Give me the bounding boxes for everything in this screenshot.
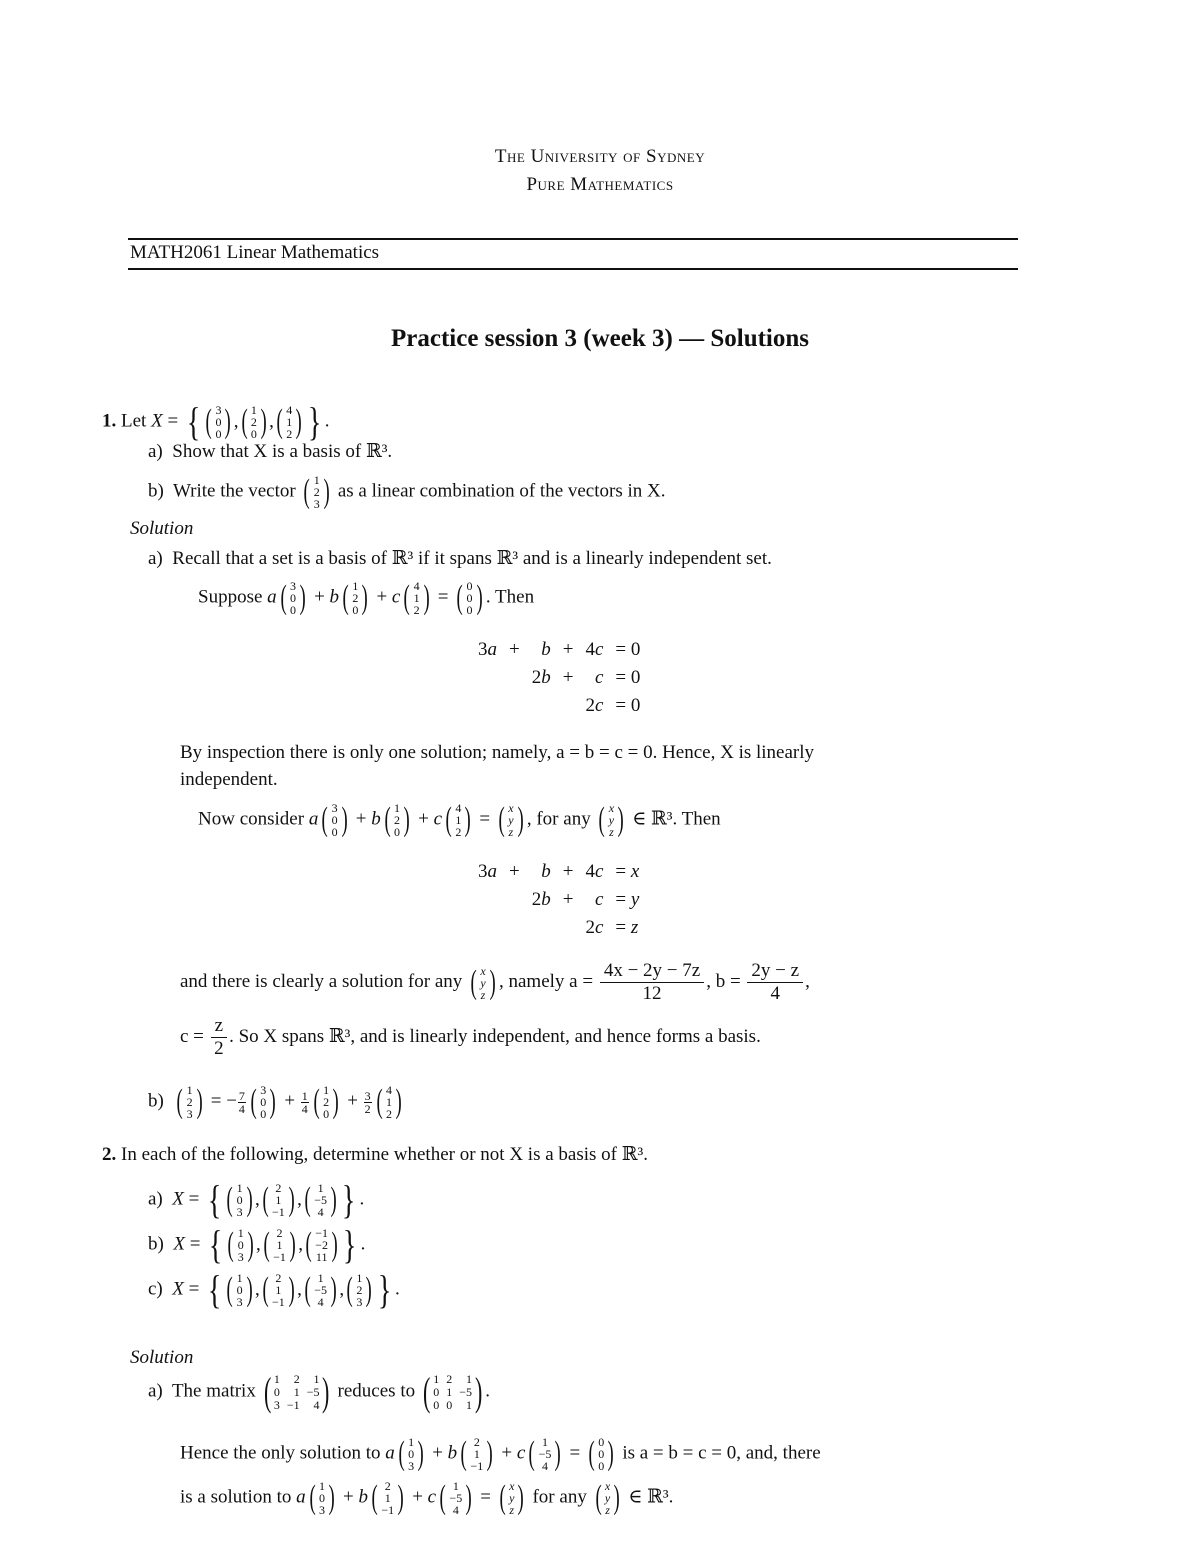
spans-line xyxy=(180,1015,761,1060)
part-label: c) xyxy=(148,1278,163,1300)
inspection-line-1: By inspection there is only one solution; namely, a = b = c = 0. Hence, X is linearly xyxy=(180,742,815,763)
a-fraction xyxy=(600,960,704,1005)
a-denominator: 12 xyxy=(642,983,662,1004)
for-any-text: , for any xyxy=(526,808,591,830)
now-consider-line: Now consider a ( 3 0 0 ) + b ( 1 2 0 ) + c ( 4 1 2 ) = ( x y z ) , for any ( x y z ) ∈ ℝ³. Then xyxy=(198,801,721,839)
solution-to-text: is a solution to xyxy=(180,1486,292,1508)
b-fraction xyxy=(747,960,803,1005)
let-text: Let xyxy=(121,410,147,432)
solution-heading: Solution xyxy=(130,518,194,539)
question-2-b: b) X = { ( 1 0 3 ) , ( 2 1 −1 ) , ( −1 −2 11 ) } . xyxy=(148,1222,366,1267)
question-number: 2. xyxy=(102,1144,117,1165)
general-system: 3a + b + 4c = x 2b + c = y 2c = z xyxy=(478,861,640,938)
matrix-original: ( 1 2 1 0 1 −5 3 −1 4 ) xyxy=(263,1369,330,1414)
namely-a-text: , namely a = xyxy=(499,970,594,992)
part-label: a) xyxy=(148,1380,163,1402)
in-r3-text: ∈ ℝ³. xyxy=(628,1486,674,1508)
homogeneous-system: 3a + b + 4c = 0 2b + c = 0 2c = 0 xyxy=(478,639,641,716)
is-zero-text: is a = b = c = 0, and, there xyxy=(622,1442,821,1464)
solution-heading-2: Solution xyxy=(130,1347,194,1368)
c-eq-text: c = xyxy=(180,1025,204,1047)
for-any-text: for any xyxy=(532,1486,587,1508)
part-text: Show that X is a basis of ℝ³. xyxy=(172,441,393,462)
suppose-line: Suppose a ( 3 0 0 ) + b ( 1 2 0 ) + c ( 4 1 2 ) = ( 0 0 0 ) . Then xyxy=(198,579,535,617)
question-1-b: b) Write the vector ( 1 2 3 ) as a linear combination of the vectors in X. xyxy=(148,473,666,511)
part-label: b) xyxy=(148,1090,164,1112)
question-1: 1. Let X = { ( 3 0 0 ) , ( 1 2 0 ) , ( 4 1 2 ) } . xyxy=(102,399,330,444)
b-numerator: 2y − z xyxy=(747,960,803,983)
hence-text: Hence the only solution to xyxy=(180,1442,381,1464)
spans-text: . So X spans ℝ³, and is linearly independent, and hence forms a basis. xyxy=(229,1025,761,1047)
question-text: In each of the following, determine whether or not X is a basis of ℝ³. xyxy=(121,1144,648,1165)
recall-text: Recall that a set is a basis of ℝ³ if it spans ℝ³ and is a linearly independent set. xyxy=(172,548,772,569)
suppose-text: Suppose xyxy=(198,586,263,608)
matrix-text: The matrix xyxy=(171,1380,256,1402)
part-text-1: Write the vector xyxy=(173,480,296,502)
university-line: The University of Sydney xyxy=(494,146,706,167)
part-label: b) xyxy=(148,1233,164,1255)
reduces-text: reduces to xyxy=(337,1380,416,1402)
solution-1-a-recall xyxy=(148,547,772,571)
question-2-a: a) X = { ( 1 0 3 ) , ( 2 1 −1 ) , ( 1 −5 4 ) } . xyxy=(148,1177,365,1222)
solution-1-b: b) ( 1 2 3 ) = − $\frac{7}{4}$ ( 3 0 0 ) + $\frac{1}{4}$ ( 1 2 0 ) + $\frac{3}{2}$ ( 4 1 2 ) xyxy=(148,1083,402,1121)
bottom-rule xyxy=(128,268,1018,270)
b-eq-text: , b = xyxy=(706,970,741,992)
school-line: Pure Mathematics xyxy=(526,174,674,195)
part-label: a) xyxy=(148,1188,163,1210)
top-rule xyxy=(128,238,1018,240)
page-title: Practice session 3 (week 3) — Solutions xyxy=(390,325,810,352)
clearly-text: and there is clearly a solution for any xyxy=(180,970,463,992)
question-2 xyxy=(102,1143,648,1167)
part-text-2: as a linear combination of the vectors in X. xyxy=(337,480,666,502)
hence-line: Hence the only solution to a ( 1 0 3 ) + b ( 2 1 −1 ) + c ( 1 −5 4 ) = ( 0 0 0 ) is a = b = c = 0, and, there xyxy=(180,1435,821,1473)
matrix-reduced: ( 1 2 1 0 1 −5 0 0 1 ) xyxy=(422,1369,483,1414)
then-text: . Then xyxy=(485,586,535,608)
a-numerator: 4x − 2y − 7z xyxy=(600,960,704,983)
solution-to-line: is a solution to a ( 1 0 3 ) + b ( 2 1 −1 ) + c ( 1 −5 4 ) = ( x y z ) for any ( x y z ) ∈ ℝ³. xyxy=(180,1479,674,1517)
question-2-c: c) X = { ( 1 0 3 ) , ( 2 1 −1 ) , ( 1 −5 4 ) , ( 1 2 3 ) } . xyxy=(148,1267,400,1312)
question-number: 1. xyxy=(102,410,117,432)
part-label: b) xyxy=(148,480,164,502)
c-fraction xyxy=(211,1015,227,1060)
in-r3-then-text: ∈ ℝ³. Then xyxy=(632,808,721,830)
question-1-a xyxy=(148,440,392,464)
c-denominator: 2 xyxy=(214,1038,224,1059)
part-label: a) xyxy=(148,548,163,569)
clearly-line: and there is clearly a solution for any ( x y z ) , namely a = $\frac{4x - 2y - 7z}{12}$ , b = $\frac{2y - z}{4}$ , xyxy=(180,960,810,1004)
now-consider-text: Now consider xyxy=(198,808,305,830)
course-name: MATH2061 Linear Mathematics xyxy=(130,242,380,263)
matrix-line: a) The matrix ( 1 2 1 0 1 −5 3 −1 4 ) reduces to ( 1 2 1 0 1 −5 0 0 1 ) . xyxy=(148,1369,491,1414)
c-numerator: z xyxy=(211,1015,227,1038)
part-label: a) xyxy=(148,441,163,462)
inspection-line-2: independent. xyxy=(180,769,278,790)
b-denominator: 4 xyxy=(770,983,780,1004)
